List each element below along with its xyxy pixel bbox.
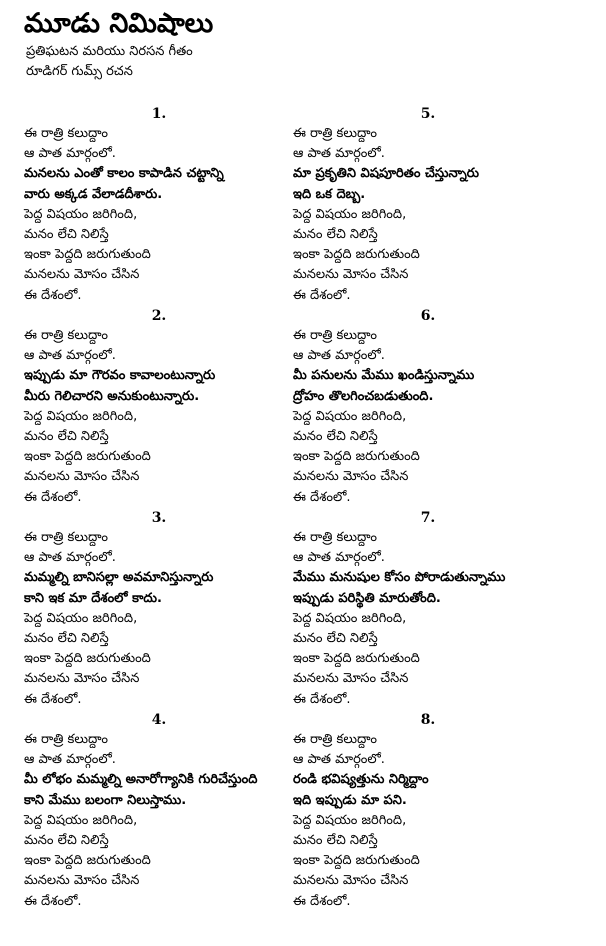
refrain-line: ఈ రాత్రి కలుద్దాం xyxy=(24,530,109,545)
refrain-line: ఈ దేశంలో. xyxy=(24,691,82,707)
refrain-line: మనలను మోసం చేసిన xyxy=(24,267,140,283)
verse-line: మీ లోభం మమ్మల్ని అనారోగ్యానికి గురిచేస్తుంది xyxy=(24,772,258,788)
stanza-1 xyxy=(24,104,294,306)
refrain-line: మనలను మోసం చేసిన xyxy=(24,469,140,485)
verse-line: ఇది ఒక దెబ్బ. xyxy=(293,186,366,202)
refrain-line: పెద్ద విషయం జరిగింది, xyxy=(24,812,138,828)
refrain-line: ఆ పాత మార్గంలో. xyxy=(293,752,385,768)
stanza-number: 5. xyxy=(420,106,436,122)
refrain-line: పెద్ద విషయం జరిగింది, xyxy=(293,812,407,828)
verse-line: మీరు గెలిచారని అనుకుంటున్నారు. xyxy=(24,388,200,404)
stanza-4 xyxy=(24,710,294,912)
refrain-line: ఈ దేశంలో. xyxy=(24,287,82,303)
page-title: మూడు నిమిషాలు xyxy=(24,8,214,39)
refrain-line: ఈ దేశంలో. xyxy=(293,489,351,505)
stanza-number: 8. xyxy=(420,712,436,728)
refrain-line: ఇంకా పెద్దది జరుగుతుంది xyxy=(24,449,151,465)
refrain-line: మనం లేచి నిలిస్తే xyxy=(24,832,109,848)
stanza-number: 7. xyxy=(420,510,436,526)
refrain-line: ఇంకా పెద్దది జరుగుతుంది xyxy=(293,247,420,263)
verse-line: కాని ఇక మా దేశంలో కాదు. xyxy=(24,590,162,606)
refrain-line: పెద్ద విషయం జరిగింది, xyxy=(24,610,138,626)
verse-line: వారు అక్కడ వేలాడదీశారు. xyxy=(24,186,163,202)
stanza-number: 2. xyxy=(151,308,167,324)
verse-line: మీ పనులను మేము ఖండిస్తున్నాము xyxy=(293,368,475,384)
verse-line: మా ప్రకృతిని విషపూరితం చేస్తున్నారు xyxy=(293,166,479,182)
stanza-5 xyxy=(293,104,563,306)
refrain-line: ఈ రాత్రి కలుద్దాం xyxy=(24,328,109,343)
refrain-line: మనలను మోసం చేసిన xyxy=(24,671,140,687)
verse-line: ఇప్పుడు మా గౌరవం కావాలంటున్నారు xyxy=(24,368,216,384)
refrain-line: మనం లేచి నిలిస్తే xyxy=(24,630,109,646)
refrain-line: ఇంకా పెద్దది జరుగుతుంది xyxy=(293,853,420,869)
refrain-line: ఈ దేశంలో. xyxy=(293,691,351,707)
stanza-number: 3. xyxy=(151,510,167,526)
refrain-line: ఆ పాత మార్గంలో. xyxy=(24,550,116,566)
verse-line: మనలను ఎంతో కాలం కాపాడిన చట్టాన్ని xyxy=(24,166,224,182)
refrain-line: పెద్ద విషయం జరిగింది, xyxy=(24,206,138,222)
stanza-3 xyxy=(24,508,294,710)
refrain-line: మనలను మోసం చేసిన xyxy=(293,873,409,889)
refrain-line: మనం లేచి నిలిస్తే xyxy=(24,226,109,242)
refrain-line: ఈ దేశంలో. xyxy=(293,287,351,303)
refrain-line: ఈ దేశంలో. xyxy=(293,893,351,909)
refrain-line: మనలను మోసం చేసిన xyxy=(293,267,409,283)
verse-line: ఇది ఇప్పుడు మా పని. xyxy=(293,792,407,808)
verse-line: మేము మనుషుల కోసం పోరాడుతున్నాము xyxy=(293,570,506,586)
refrain-line: మనం లేచి నిలిస్తే xyxy=(293,226,378,242)
refrain-line: ఆ పాత మార్గంలో. xyxy=(293,550,385,566)
refrain-line: ఇంకా పెద్దది జరుగుతుంది xyxy=(293,651,420,667)
refrain-line: ఇంకా పెద్దది జరుగుతుంది xyxy=(24,651,151,667)
refrain-line: ఈ దేశంలో. xyxy=(24,489,82,505)
refrain-line: మనం లేచి నిలిస్తే xyxy=(293,832,378,848)
subtitle-line: ప్రతిఘటన మరియు నిరసన గీతం xyxy=(26,44,193,59)
refrain-line: ఇంకా పెద్దది జరుగుతుంది xyxy=(24,247,151,263)
stanza-8 xyxy=(293,710,563,912)
left-column xyxy=(24,104,294,912)
stanza-2 xyxy=(24,306,294,508)
refrain-line: పెద్ద విషయం జరిగింది, xyxy=(293,206,407,222)
refrain-line: మనం లేచి నిలిస్తే xyxy=(293,630,378,646)
refrain-line: మనలను మోసం చేసిన xyxy=(24,873,140,889)
stanza-number: 1. xyxy=(151,106,167,122)
refrain-line: ఇంకా పెద్దది జరుగుతుంది xyxy=(24,853,151,869)
stanza-6 xyxy=(293,306,563,508)
verse-line: కాని మేము బలంగా నిలుస్తాము. xyxy=(24,792,187,808)
refrain-line: మనం లేచి నిలిస్తే xyxy=(24,428,109,444)
stanza-number: 6. xyxy=(420,308,436,324)
verse-line: మమ్మల్ని బానిసల్లా అవమానిస్తున్నారు xyxy=(24,570,214,586)
refrain-line: ఈ రాత్రి కలుద్దాం xyxy=(24,732,109,747)
refrain-line: ఆ పాత మార్గంలో. xyxy=(24,752,116,768)
stanza-7 xyxy=(293,508,563,710)
refrain-line: ఇంకా పెద్దది జరుగుతుంది xyxy=(293,449,420,465)
refrain-line: పెద్ద విషయం జరిగింది, xyxy=(293,408,407,424)
stanza-number: 4. xyxy=(151,712,167,728)
verse-line: రండి భవిష్యత్తును నిర్మిద్దాం xyxy=(293,772,429,788)
refrain-line: ఈ రాత్రి కలుద్దాం xyxy=(293,732,378,747)
refrain-line: ఈ రాత్రి కలుద్దాం xyxy=(24,126,109,141)
verse-line: ఇప్పుడు పరిస్థితి మారుతోంది. xyxy=(293,590,441,606)
refrain-line: మనం లేచి నిలిస్తే xyxy=(293,428,378,444)
refrain-line: ఈ దేశంలో. xyxy=(24,893,82,909)
refrain-line: ఆ పాత మార్గంలో. xyxy=(24,348,116,364)
refrain-line: మనలను మోసం చేసిన xyxy=(293,671,409,687)
refrain-line: ఈ రాత్రి కలుద్దాం xyxy=(293,328,378,343)
author-line: రూడిగర్ గుమ్స్ రచన xyxy=(26,64,133,79)
refrain-line: ఆ పాత మార్గంలో. xyxy=(24,146,116,162)
refrain-line: ఈ రాత్రి కలుద్దాం xyxy=(293,530,378,545)
refrain-line: పెద్ద విషయం జరిగింది, xyxy=(24,408,138,424)
refrain-line: ఈ రాత్రి కలుద్దాం xyxy=(293,126,378,141)
refrain-line: పెద్ద విషయం జరిగింది, xyxy=(293,610,407,626)
right-column xyxy=(293,104,563,912)
refrain-line: ఆ పాత మార్గంలో. xyxy=(293,348,385,364)
refrain-line: మనలను మోసం చేసిన xyxy=(293,469,409,485)
verse-line: ద్రోహం తొలగించబడుతుంది. xyxy=(293,388,434,404)
refrain-line: ఆ పాత మార్గంలో. xyxy=(293,146,385,162)
